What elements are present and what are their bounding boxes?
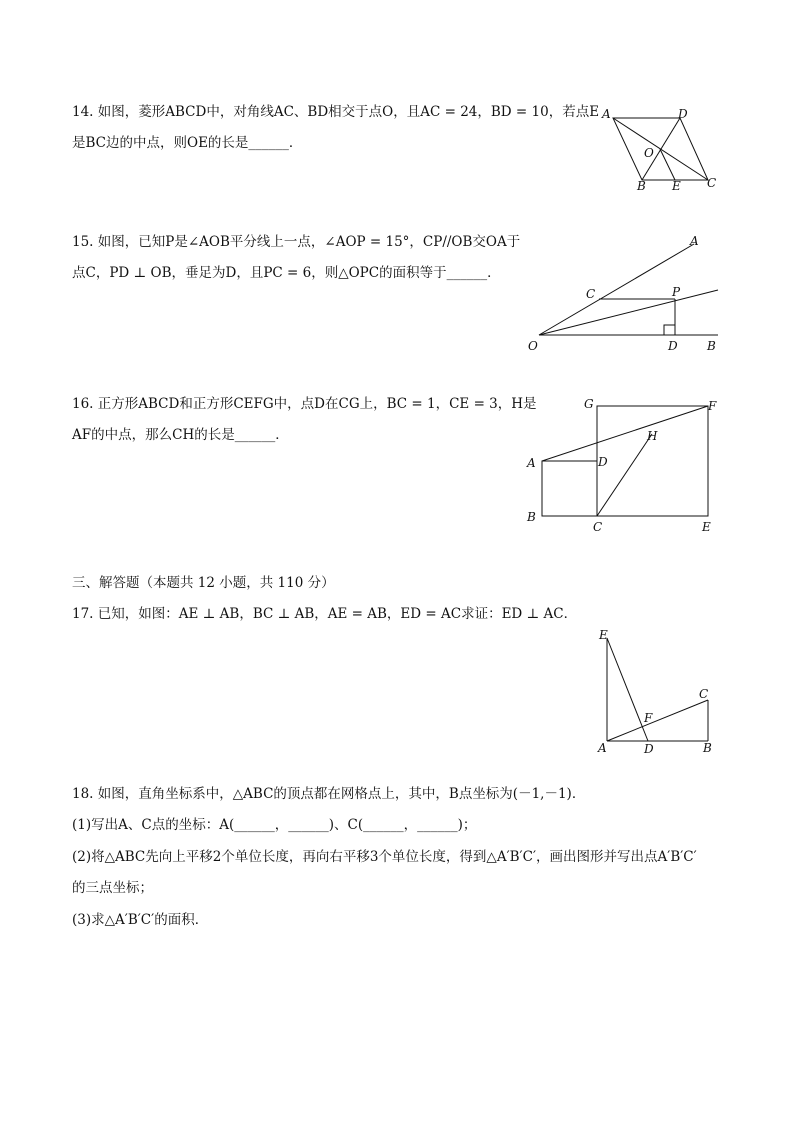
q18-part3: (3)求△A′B′C′的面积．: [72, 912, 209, 928]
q15-label-a: A: [690, 234, 699, 248]
q16-squares-figure: [522, 392, 728, 538]
q14-label-a: A: [602, 107, 611, 121]
q17-label-d: D: [644, 742, 654, 756]
q16-label-d: D: [598, 455, 608, 469]
q17-label-f: F: [644, 711, 653, 725]
q15-label-d: D: [668, 339, 678, 353]
q16-label-b: B: [527, 510, 536, 524]
q17-label-b: B: [703, 741, 712, 755]
q16-line2: AF的中点，那么CH的长是______．: [72, 427, 289, 443]
q14-line1: 14. 如图，菱形ABCD中，对角线AC、BD相交于点O，且AC = 24，BD = 10，若点E: [72, 104, 600, 120]
section-heading: 三、解答题（本题共 12 小题，共 110 分）: [72, 575, 335, 591]
q16-label-c: C: [593, 520, 603, 534]
q15-label-p: P: [672, 285, 681, 299]
q14-label-o: O: [644, 146, 654, 160]
q14-label-e: E: [672, 179, 681, 193]
q14-rhombus-figure: [596, 104, 726, 196]
q17-line1: 17. 已知，如图：AE ⊥ AB，BC ⊥ AB，AE = AB，ED = AC求证：ED ⊥ AC．: [72, 606, 578, 622]
q17-perpendicular-figure: [592, 624, 722, 758]
q16-line1: 16. 正方形ABCD和正方形CEFG中，点D在CG上，BC = 1，CE = 3，H是: [72, 396, 537, 412]
q15-line2: 点C，PD ⊥ OB，垂足为D，且PC = 6，则△OPC的面积等于______．: [72, 265, 501, 281]
q17-label-c: C: [699, 687, 709, 701]
q14-label-c: C: [707, 176, 717, 190]
q18-part2-cont: 的三点坐标；: [72, 880, 153, 896]
q17-label-e: E: [599, 628, 608, 642]
q16-label-h: H: [647, 429, 658, 443]
q18-part2: (2)将△ABC先向上平移2个单位长度，再向右平移3个单位长度，得到△A′B′C′，画出图形并写出点A′B′C′: [72, 849, 697, 865]
q18-part1: (1)写出A、C点的坐标：A(______，______)、C(______，______)；: [72, 817, 477, 833]
q15-label-o: O: [528, 339, 538, 353]
q14-line2: 是BC边的中点，则OE的长是______．: [72, 135, 303, 151]
q15-label-b: B: [707, 339, 716, 353]
q15-angle-figure: [522, 230, 728, 356]
q15-label-c: C: [586, 287, 596, 301]
q16-label-e: E: [702, 520, 711, 534]
q16-label-g: G: [584, 397, 594, 411]
q14-label-d: D: [678, 107, 688, 121]
q14-label-b: B: [637, 179, 646, 193]
q16-label-a: A: [527, 456, 536, 470]
q18-line1: 18. 如图，直角坐标系中，△ABC的顶点都在网格点上，其中，B点坐标为(－1,－1)．: [72, 786, 586, 802]
q17-label-a: A: [598, 741, 607, 755]
q15-line1: 15. 如图，已知P是∠AOB平分线上一点，∠AOP = 15°，CP//OB交OA于: [72, 234, 521, 250]
q16-label-f: F: [708, 399, 717, 413]
